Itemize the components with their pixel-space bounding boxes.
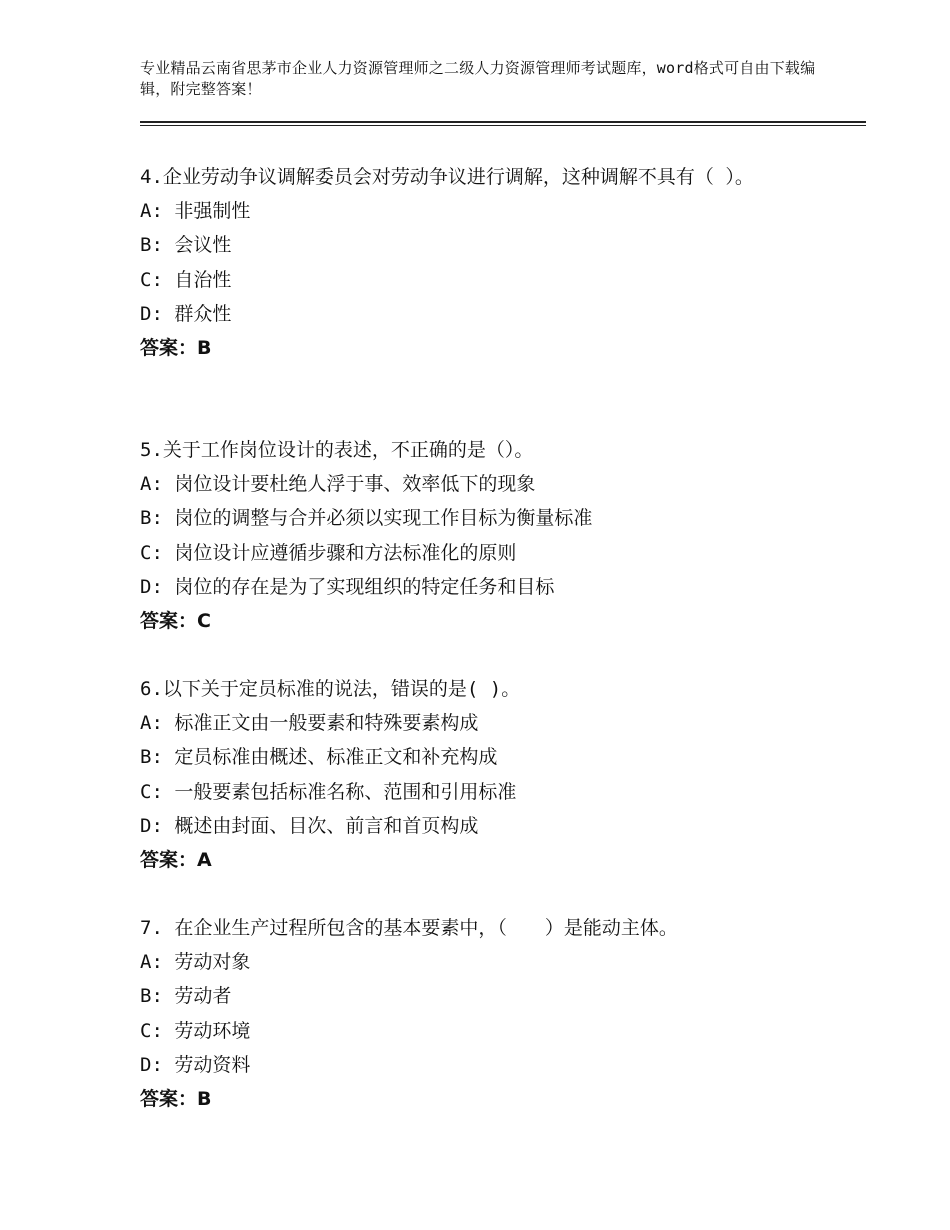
option-c: C: 一般要素包括标准名称、范围和引用标准 (140, 780, 517, 803)
question-stem: 6.以下关于定员标准的说法，错误的是( )。 (140, 678, 521, 700)
answer-label: 答案：B (140, 337, 212, 360)
option-d: D: 劳动资料 (140, 1053, 251, 1076)
header-divider-thick (140, 121, 866, 123)
question-5 (140, 433, 840, 638)
question-stem: 5.关于工作岗位设计的表述，不正确的是（）。 (140, 439, 534, 461)
document-header: 专业精品云南省思茅市企业人力资源管理师之二级人力资源管理师考试题库，word格式可自由下载编辑，附完整答案！ (140, 59, 816, 98)
option-a: A: 标准正文由一般要素和特殊要素构成 (140, 712, 479, 734)
header-divider-thin (140, 125, 866, 126)
option-a: A: 非强制性 (140, 200, 251, 222)
option-b: B: 劳动者 (140, 985, 232, 1008)
option-b: B: 岗位的调整与合并必须以实现工作目标为衡量标准 (140, 507, 593, 530)
question-4 (140, 160, 840, 365)
question-stem: 4.企业劳动争议调解委员会对劳动争议进行调解，这种调解不具有（ ）。 (140, 166, 754, 188)
option-a: A: 岗位设计要杜绝人浮于事、效率低下的现象 (140, 473, 536, 495)
option-c: C: 岗位设计应遵循步骤和方法标准化的原则 (140, 541, 517, 564)
option-c: C: 劳动环境 (140, 1019, 251, 1042)
question-7 (140, 911, 840, 1116)
question-stem: 7. 在企业生产过程所包含的基本要素中，（ ）是能动主体。 (140, 917, 678, 939)
question-6 (140, 672, 840, 877)
answer-label: 答案：C (140, 610, 211, 633)
option-d: D: 概述由封面、目次、前言和首页构成 (140, 814, 479, 837)
answer-label: 答案：B (140, 1088, 212, 1111)
option-a: A: 劳动对象 (140, 951, 251, 973)
option-b: B: 定员标准由概述、标准正文和补充构成 (140, 746, 498, 769)
option-d: D: 群众性 (140, 302, 232, 325)
option-d: D: 岗位的存在是为了实现组织的特定任务和目标 (140, 575, 555, 598)
option-b: B: 会议性 (140, 234, 232, 257)
option-c: C: 自治性 (140, 268, 232, 291)
answer-label: 答案：A (140, 849, 212, 872)
